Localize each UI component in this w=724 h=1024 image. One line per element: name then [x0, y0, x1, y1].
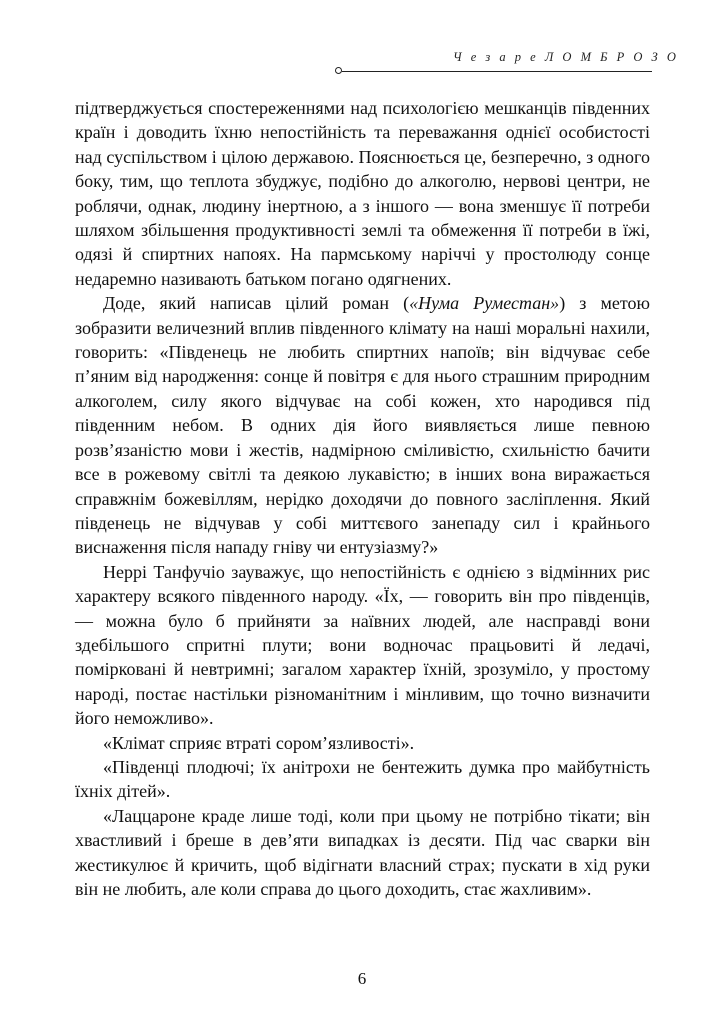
paragraph-1: підтверджується спостереженнями над психологією мешканців південних країн і доводить їхню непостійність та переважання однієї особистості над суспільством і цілою державою. Пояснюється це, безперечно, з одного боку, тим, що теплота збуджує, подібно до алкоголю, нервові центри, не роблячи, однак, людину інертною, а з іншого — вона зменшує її потреби шляхом збільшення продуктивності землі та обмеження її потреби в їжі, одязі й спиртних напоях. На пармському наріччі у простолюду сонце недаремно називають батьком погано одягнених. — [75, 98, 650, 289]
body-text — [75, 96, 650, 901]
paragraph-6: «Лаццароне краде лише тоді, коли при цьому не потрібно тікати; він хвастливий і бреше в дев’яти випадках із десяти. Під час сварки він жестикулює й кричить, щоб відігнати власний страх; пускати в хід руки він не любить, але коли справа до цього доходить, стає жахливим». — [75, 805, 650, 899]
paragraph-3: Неррі Танфучіо зауважує, що непостійність є однією з відмінних рис характеру всякого південного народу. «Їх, — говорить він про південців, — можна було б прийняти за наївних людей, але насправді вони здебільшого спритні плути; вони водночас працьовиті й ледачі, поміркованi й невтримні; загалом характер їхній, зрозуміло, у простому народі, постає настільки різноманітним і мінливим, що точно визначити його неможливо». — [75, 561, 650, 729]
page-number: 6 — [357, 969, 367, 988]
header-ornament-circle — [335, 67, 342, 74]
paragraph-4: «Клімат сприяє втраті сором’язливості». — [103, 732, 415, 753]
paragraph-2 — [75, 291, 650, 559]
paragraph-2-lead: Доде, який написав цілий роман ( — [103, 293, 410, 314]
header-rule — [342, 71, 652, 72]
novel-title: «Нума Руместан» — [409, 293, 560, 314]
running-head: Ч е з а р е Л О М Б Р О З О — [453, 50, 679, 64]
paragraph-5: «Південці плодючі; їх анітрохи не бентежить думка про майбутність їхніх дітей». — [75, 756, 650, 802]
paragraph-2-rest: ) з метою зобразити величезний вплив південного клімату на наші моральні нахили, говорить: «Південець не любить спиртних напоїв; він відчуває себе п’яним від народження: сонце й повітря є для нього страшним природним алкоголем, силу якого відчуває на собі кожен, хто народився під південним небом. В одних дія його виявляється лише певною розв’язаністю мови і жестів, надмірною сміливістю, схильністю бачити все в рожевому світлі та деякою лукавістю; в інших вона виражається справжнім божевіллям, нерідко доходячи до повного засліплення. Який південець не відчував у собі миттєвого занепаду сил і крайнього виснаження після нападу гніву чи ентузіазму?» — [75, 293, 651, 558]
